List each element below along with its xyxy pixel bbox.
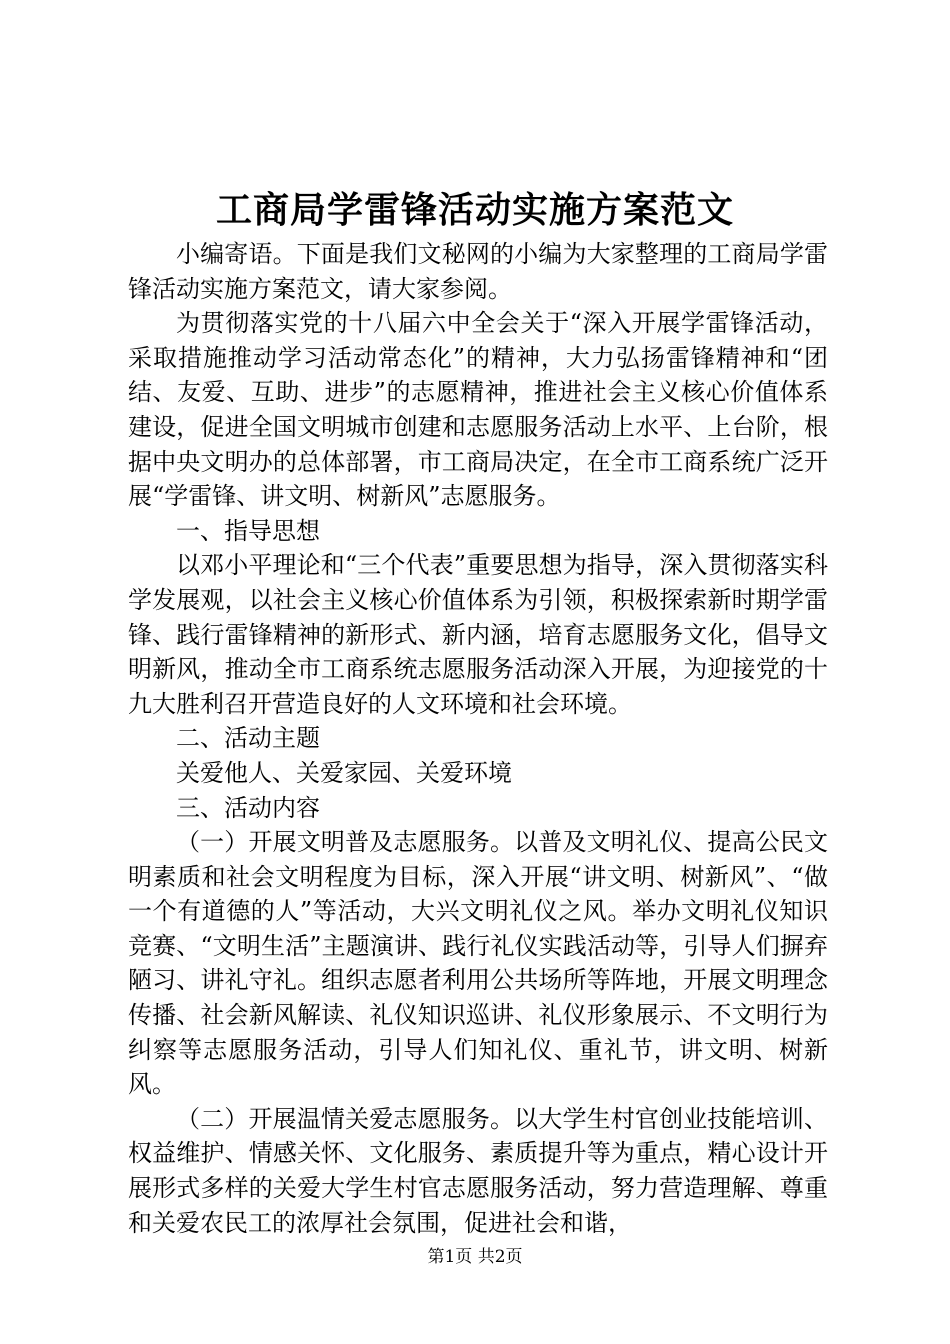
- section-heading-activity-theme: 二、活动主题: [176, 724, 320, 753]
- document-title: 工商局学雷锋活动实施方案范文: [215, 189, 734, 231]
- section-heading-guiding-ideology: 一、指导思想: [176, 516, 320, 545]
- document-body: [128, 237, 828, 1240]
- paragraph-purpose: 为贯彻落实党的十八届六中全会关于“深入开展学雷锋活动，采取措施推动学习活动常态化”的精神，大力弘扬雷锋精神和“团结、友爱、互助、进步”的志愿精神，推进社会主义核心价值体系建设，促进全国文明城市创建和志愿服务活动上水平、上台阶，根据中央文明办的总体部署，市工商局决定，在全市工商系统广泛开展“学雷锋、讲文明、树新风”志愿服务。: [128, 309, 828, 511]
- paragraph-intro: 小编寄语。下面是我们文秘网的小编为大家整理的工商局学雷锋活动实施方案范文，请大家参阅。: [128, 240, 828, 303]
- paragraph-activity-theme: 关爱他人、关爱家园、关爱环境: [176, 758, 512, 787]
- paragraph-content-item-1: （一）开展文明普及志愿服务。以普及文明礼仪、提高公民文明素质和社会文明程度为目标，深入开展“讲文明、树新风”、“做一个有道德的人”等活动，大兴文明礼仪之风。举办文明礼仪知识竞赛、“文明生活”主题演讲、践行礼仪实践活动等，引导人们摒弃陋习、讲礼守礼。组织志愿者利用公共场所等阵地，开展文明理念传播、社会新风解读、礼仪知识巡讲、礼仪形象展示、不文明行为纠察等志愿服务活动，引导人们知礼仪、重礼节，讲文明、树新风。: [128, 828, 828, 1099]
- section-heading-activity-content: 三、活动内容: [176, 793, 320, 822]
- paragraph-content-item-2: （二）开展温情关爱志愿服务。以大学生村官创业技能培训、权益维护、情感关怀、文化服务、素质提升等为重点，精心设计开展形式多样的关爱大学生村官志愿服务活动，努力营造理解、尊重和关爱农民工的浓厚社会氛围，促进社会和谐，: [128, 1104, 828, 1237]
- page-footer: 第1页 共2页: [427, 1247, 523, 1267]
- paragraph-guiding-ideology: 以邓小平理论和“三个代表”重要思想为指导，深入贯彻落实科学发展观，以社会主义核心价值体系为引领，积极探索新时期学雷锋、践行雷锋精神的新形式、新内涵，培育志愿服务文化，倡导文明新风，推动全市工商系统志愿服务活动深入开展，为迎接党的十九大胜利召开营造良好的人文环境和社会环境。: [128, 551, 828, 718]
